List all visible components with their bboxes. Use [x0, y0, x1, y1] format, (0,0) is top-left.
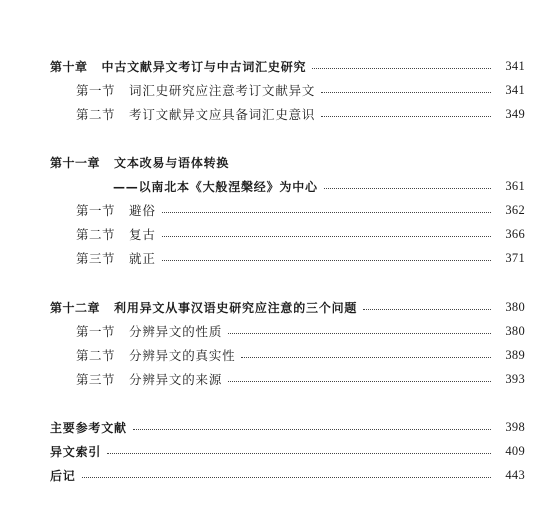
page-number: 341 [505, 58, 525, 73]
page-number: 393 [505, 371, 525, 386]
dot-leader [312, 68, 491, 69]
dot-leader [228, 381, 491, 382]
page-number: 362 [505, 202, 525, 217]
toc-section[interactable] [0, 320, 558, 342]
page-number: 409 [505, 443, 525, 458]
chapter-number: 第十二章 [50, 300, 101, 315]
dot-leader [162, 212, 491, 213]
section-title: 分辨异文的来源 [129, 372, 223, 387]
toc-section[interactable] [0, 368, 558, 390]
section-number: 第三节 [76, 251, 116, 266]
dot-leader [107, 453, 491, 454]
chapter-number: 第十一章 [50, 155, 101, 170]
back-matter-title: 后记 [50, 468, 76, 483]
toc-section[interactable] [0, 103, 558, 125]
toc-references[interactable] [0, 416, 558, 438]
toc-section[interactable] [0, 199, 558, 221]
chapter-title: 文本改易与语体转换 [114, 155, 230, 170]
toc-section[interactable] [0, 223, 558, 245]
page-number: 380 [505, 323, 525, 338]
page-number: 371 [505, 250, 525, 265]
toc-chapter-11[interactable] [0, 151, 558, 173]
page-number: 380 [505, 299, 525, 314]
toc-chapter-11-subtitle[interactable] [0, 175, 558, 197]
section-title: 就正 [129, 251, 156, 266]
page-number: 349 [505, 106, 525, 121]
toc-chapter-12[interactable] [0, 296, 558, 318]
chapter-title: 中古文献异文考订与中古词汇史研究 [101, 59, 307, 74]
dot-leader [324, 188, 491, 189]
dot-leader [133, 429, 491, 430]
toc-chapter-10[interactable] [0, 55, 558, 77]
toc-section[interactable] [0, 79, 558, 101]
dot-leader [162, 236, 491, 237]
section-title: 考订文献异文应具备词汇史意识 [129, 107, 316, 122]
section-title: 词汇史研究应注意考订文献异文 [129, 83, 316, 98]
toc-section[interactable] [0, 247, 558, 269]
section-number: 第一节 [76, 324, 116, 339]
dot-leader [162, 260, 491, 261]
toc-section[interactable] [0, 344, 558, 366]
section-number: 第三节 [76, 372, 116, 387]
dot-leader [321, 92, 491, 93]
section-number: 第一节 [76, 203, 116, 218]
section-title: 分辨异文的性质 [129, 324, 223, 339]
chapter-number: 第十章 [50, 59, 88, 74]
chapter-title: 利用异文从事汉语史研究应注意的三个问题 [114, 300, 358, 315]
section-number: 第二节 [76, 348, 116, 363]
dot-leader [82, 477, 491, 478]
section-number: 第二节 [76, 227, 116, 242]
page-number: 443 [505, 467, 525, 482]
back-matter-title: 异文索引 [50, 444, 102, 459]
back-matter-title: 主要参考文献 [50, 420, 127, 435]
dot-leader [228, 333, 491, 334]
section-number: 第一节 [76, 83, 116, 98]
dot-leader [241, 357, 491, 358]
section-title: 复古 [129, 227, 156, 242]
toc-variant-index[interactable] [0, 440, 558, 462]
dot-leader [321, 116, 491, 117]
page-number: 366 [505, 226, 525, 241]
section-number: 第二节 [76, 107, 116, 122]
chapter-subtitle: ——以南北本《大般涅槃经》为中心 [113, 179, 318, 194]
toc-afterword[interactable] [0, 464, 558, 486]
page-number: 398 [505, 419, 525, 434]
section-title: 分辨异文的真实性 [129, 348, 236, 363]
page-number: 361 [505, 178, 525, 193]
page-number: 389 [505, 347, 525, 362]
dot-leader [363, 309, 491, 310]
page-number: 341 [505, 82, 525, 97]
section-title: 避俗 [129, 203, 156, 218]
